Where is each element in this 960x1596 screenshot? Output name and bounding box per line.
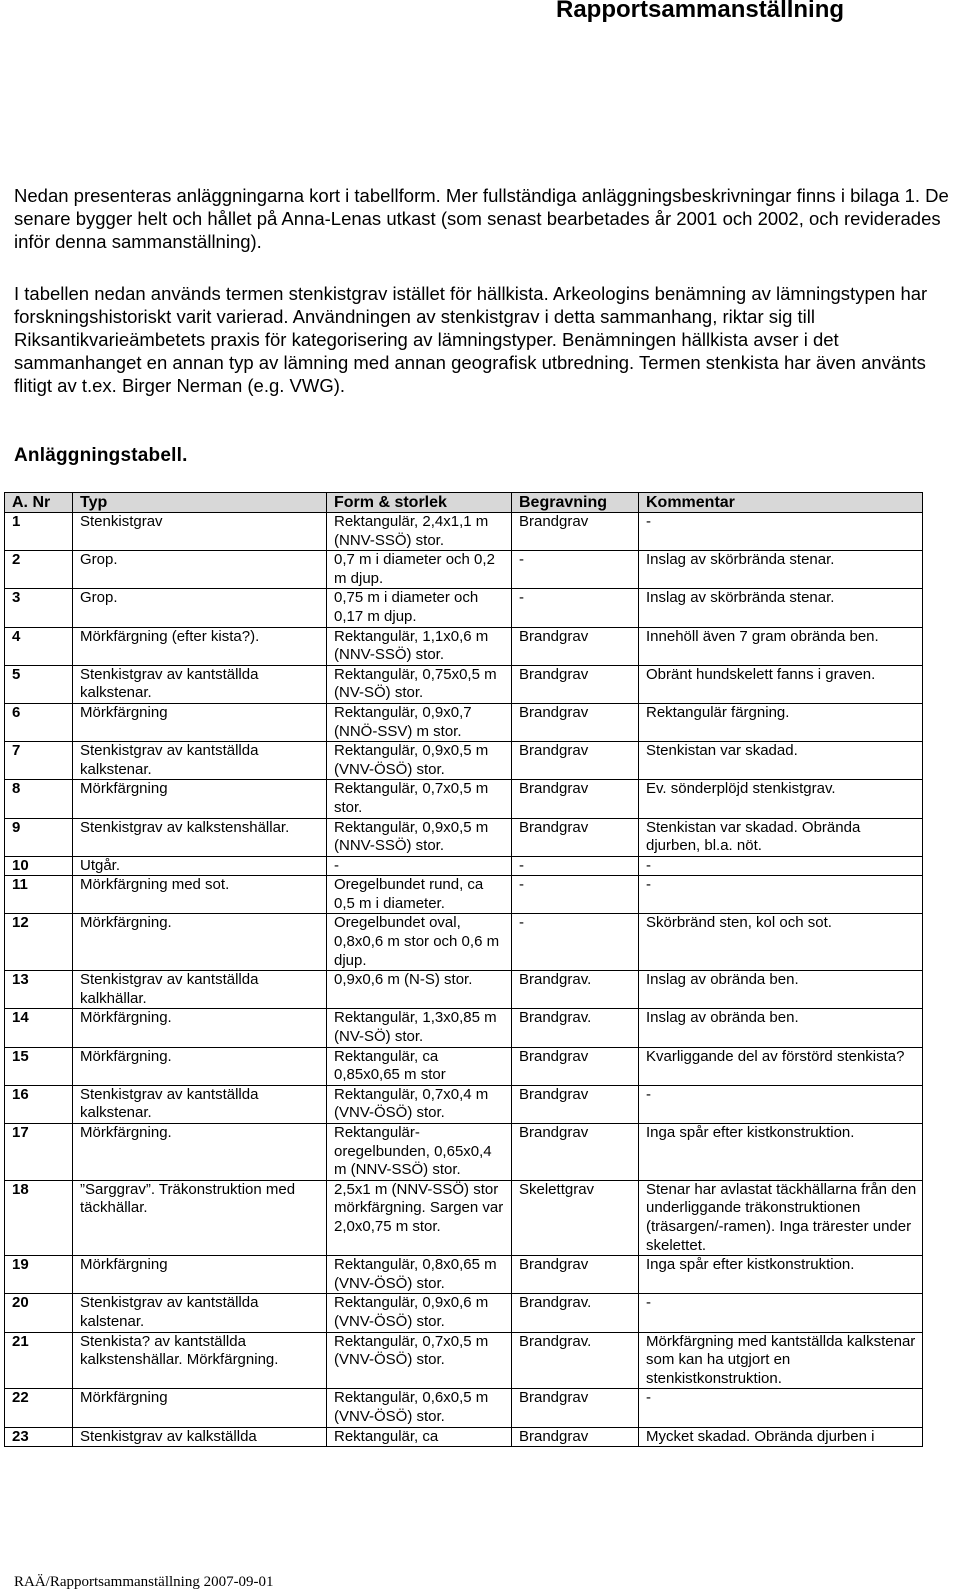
cell-begravning: Skelettgrav [512,1180,639,1255]
cell-kommentar: - [639,513,923,551]
cell-form: Rektangulär, 0,75x0,5 m (NV-SÖ) stor. [327,665,512,703]
cell-nr: 4 [5,627,73,665]
column-header-kommentar: Kommentar [639,493,923,513]
cell-begravning: Brandgrav. [512,1332,639,1389]
cell-form: Rektangulär, ca [327,1427,512,1447]
cell-form: Rektangulär, 1,1x0,6 m (NNV-SSÖ) stor. [327,627,512,665]
cell-kommentar: Rektangulär färgning. [639,703,923,741]
cell-nr: 11 [5,876,73,914]
cell-kommentar: - [639,876,923,914]
cell-nr: 8 [5,780,73,818]
page-title: Rapportsammanställning [556,0,845,23]
cell-begravning: Brandgrav [512,665,639,703]
cell-kommentar: Inslag av skörbrända stenar. [639,589,923,627]
cell-typ: Stenkistgrav av kalkstenshällar. [73,818,327,856]
cell-begravning: Brandgrav [512,818,639,856]
cell-begravning: - [512,876,639,914]
cell-nr: 13 [5,971,73,1009]
cell-typ: Mörkfärgning [73,1256,327,1294]
cell-typ: Stenkistgrav av kantställda kalstenar. [73,1294,327,1332]
cell-typ: Mörkfärgning. [73,1124,327,1181]
cell-typ: Grop. [73,589,327,627]
cell-typ: Mörkfärgning [73,703,327,741]
cell-nr: 5 [5,665,73,703]
cell-begravning: Brandgrav [512,1427,639,1447]
cell-form: 2,5x1 m (NNV-SSÖ) stor mörkfärgning. Sargen var 2,0x0,75 m stor. [327,1180,512,1255]
cell-begravning: Brandgrav [512,1047,639,1085]
cell-typ: Mörkfärgning. [73,914,327,971]
cell-nr: 17 [5,1124,73,1181]
cell-nr: 7 [5,742,73,780]
page-footer: RAÄ/Rapportsammanställning 2007-09-01 [14,1574,274,1590]
cell-nr: 19 [5,1256,73,1294]
cell-nr: 16 [5,1085,73,1123]
cell-typ: Mörkfärgning. [73,1047,327,1085]
cell-form: Rektangulär, 0,8x0,65 m (VNV-ÖSÖ) stor. [327,1256,512,1294]
cell-form: Oregelbundet oval, 0,8x0,6 m stor och 0,6 m djup. [327,914,512,971]
table-row [5,1180,923,1255]
cell-begravning: Brandgrav [512,513,639,551]
column-header-nr: A. Nr [5,493,73,513]
cell-nr: 20 [5,1294,73,1332]
facility-table [4,492,923,1447]
cell-form: 0,7 m i diameter och 0,2 m djup. [327,551,512,589]
cell-nr: 22 [5,1389,73,1427]
cell-kommentar: Innehöll även 7 gram obrända ben. [639,627,923,665]
cell-form: Rektangulär, 0,9x0,7 (NNÖ-SSV) m stor. [327,703,512,741]
cell-kommentar: Mycket skadad. Obrända djurben i [639,1427,923,1447]
table-row [5,665,923,703]
cell-kommentar: - [639,1294,923,1332]
column-header-typ: Typ [73,493,327,513]
cell-kommentar: Inslag av skörbrända stenar. [639,551,923,589]
cell-typ: Stenkistgrav av kalkställda [73,1427,327,1447]
cell-kommentar: Obränt hundskelett fanns i graven. [639,665,923,703]
cell-form: Oregelbundet rund, ca 0,5 m i diameter. [327,876,512,914]
column-header-begravning: Begravning [512,493,639,513]
cell-nr: 18 [5,1180,73,1255]
cell-typ: Utgår. [73,856,327,876]
cell-kommentar: Stenkistan var skadad. [639,742,923,780]
table-row [5,1389,923,1427]
table-row [5,1256,923,1294]
cell-kommentar: Inslag av obrända ben. [639,1009,923,1047]
cell-typ: Stenkistgrav [73,513,327,551]
table-row [5,627,923,665]
table-row [5,589,923,627]
cell-kommentar: Inga spår efter kistkonstruktion. [639,1124,923,1181]
cell-begravning: Brandgrav. [512,1009,639,1047]
cell-typ: Stenkistgrav av kantställda kalkstenar. [73,742,327,780]
table-row [5,742,923,780]
table-row [5,971,923,1009]
cell-form: Rektangulär, 1,3x0,85 m (NV-SÖ) stor. [327,1009,512,1047]
intro-paragraph-1: Nedan presenteras anläggningarna kort i tabellform. Mer fullständiga anläggningsbeskrivningar finns i bilaga 1. De senare bygger helt och hållet på Anna-Lenas utkast (som senast bearbetades år 2001 och 2002, och reviderades inför denna sammanställning). [14,185,949,252]
cell-typ: Stenkistgrav av kantställda kalkstenar. [73,665,327,703]
cell-kommentar: Kvarliggande del av förstörd stenkista? [639,1047,923,1085]
cell-form: Rektangulär, 0,7x0,5 m (VNV-ÖSÖ) stor. [327,1332,512,1389]
cell-form: 0,9x0,6 m (N-S) stor. [327,971,512,1009]
table-body [5,513,923,1447]
cell-form: Rektangulär, 0,6x0,5 m (VNV-ÖSÖ) stor. [327,1389,512,1427]
cell-form: Rektangulär, 0,9x0,6 m (VNV-ÖSÖ) stor. [327,1294,512,1332]
table-row [5,876,923,914]
cell-form: Rektangulär-oregelbunden, 0,65x0,4 m (NNV-SSÖ) stor. [327,1124,512,1181]
cell-typ: Stenkistgrav av kantställda kalkhällar. [73,971,327,1009]
cell-nr: 6 [5,703,73,741]
cell-begravning: Brandgrav [512,627,639,665]
cell-typ: Grop. [73,551,327,589]
cell-typ: Mörkfärgning. [73,1009,327,1047]
column-header-form: Form & storlek [327,493,512,513]
cell-nr: 15 [5,1047,73,1085]
table-heading: Anläggningstabell. [14,445,188,466]
cell-nr: 14 [5,1009,73,1047]
cell-begravning: Brandgrav [512,780,639,818]
table-row [5,818,923,856]
cell-kommentar: Inslag av obrända ben. [639,971,923,1009]
table-row [5,914,923,971]
cell-kommentar: Skörbränd sten, kol och sot. [639,914,923,971]
cell-begravning: - [512,856,639,876]
cell-kommentar: Inga spår efter kistkonstruktion. [639,1256,923,1294]
cell-form: Rektangulär, 0,9x0,5 m (VNV-ÖSÖ) stor. [327,742,512,780]
cell-nr: 9 [5,818,73,856]
table-row [5,1085,923,1123]
table-row [5,780,923,818]
cell-nr: 3 [5,589,73,627]
cell-begravning: Brandgrav. [512,1294,639,1332]
cell-nr: 21 [5,1332,73,1389]
cell-kommentar: Stenkistan var skadad. Obrända djurben, bl.a. nöt. [639,818,923,856]
cell-form: - [327,856,512,876]
table-row [5,1332,923,1389]
table-row [5,856,923,876]
cell-typ: Mörkfärgning med sot. [73,876,327,914]
cell-typ: Stenkista? av kantställda kalkstenshällar. Mörkfärgning. [73,1332,327,1389]
cell-form: Rektangulär, 0,9x0,5 m (NNV-SSÖ) stor. [327,818,512,856]
cell-kommentar: - [639,1085,923,1123]
cell-typ: Stenkistgrav av kantställda kalkstenar. [73,1085,327,1123]
cell-begravning: Brandgrav. [512,971,639,1009]
cell-form: Rektangulär, 0,7x0,5 m stor. [327,780,512,818]
cell-begravning: Brandgrav [512,703,639,741]
cell-begravning: - [512,551,639,589]
table-row [5,703,923,741]
table-header-row [5,493,923,513]
table-row [5,1009,923,1047]
cell-nr: 23 [5,1427,73,1447]
cell-form: Rektangulär, ca 0,85x0,65 m stor [327,1047,512,1085]
intro-paragraph-2: I tabellen nedan används termen stenkistgrav istället för hällkista. Arkeologins benämning av lämningstypen har forskningshistoriskt varit varierad. Användningen av stenkistgrav i detta sammanhang, riktar sig till Riksantikvarieämbetets praxis för kategorisering av lämningstyper. Benämningen hällkista avser i det sammanhanget en annan typ av lämning med annan geografisk utbredning. Termen stenkista har även använts flitigt av t.ex. Birger Nerman (e.g. VWG). [14,283,928,396]
cell-typ: ”Sarggrav”. Träkonstruktion med täckhällar. [73,1180,327,1255]
cell-begravning: Brandgrav [512,1124,639,1181]
cell-kommentar: - [639,1389,923,1427]
cell-typ: Mörkfärgning (efter kista?). [73,627,327,665]
table-row [5,1294,923,1332]
cell-kommentar: Mörkfärgning med kantställda kalkstenar som kan ha utgjort en stenkistkonstruktion. [639,1332,923,1389]
cell-typ: Mörkfärgning [73,1389,327,1427]
table-row [5,1124,923,1181]
cell-form: Rektangulär, 0,7x0,4 m (VNV-ÖSÖ) stor. [327,1085,512,1123]
cell-begravning: - [512,914,639,971]
cell-nr: 10 [5,856,73,876]
cell-nr: 2 [5,551,73,589]
table-row [5,551,923,589]
cell-begravning: Brandgrav [512,1389,639,1427]
cell-nr: 12 [5,914,73,971]
cell-typ: Mörkfärgning [73,780,327,818]
cell-nr: 1 [5,513,73,551]
cell-kommentar: Stenar har avlastat täckhällarna från den underliggande träkonstruktionen (träsargen/-ramen). Inga trärester under skelettet. [639,1180,923,1255]
cell-kommentar: - [639,856,923,876]
table-row [5,1427,923,1447]
cell-begravning: - [512,589,639,627]
cell-kommentar: Ev. sönderplöjd stenkistgrav. [639,780,923,818]
cell-form: Rektangulär, 2,4x1,1 m (NNV-SSÖ) stor. [327,513,512,551]
table-row [5,513,923,551]
cell-begravning: Brandgrav [512,1256,639,1294]
table-row [5,1047,923,1085]
cell-form: 0,75 m i diameter och 0,17 m djup. [327,589,512,627]
cell-begravning: Brandgrav [512,742,639,780]
cell-begravning: Brandgrav [512,1085,639,1123]
